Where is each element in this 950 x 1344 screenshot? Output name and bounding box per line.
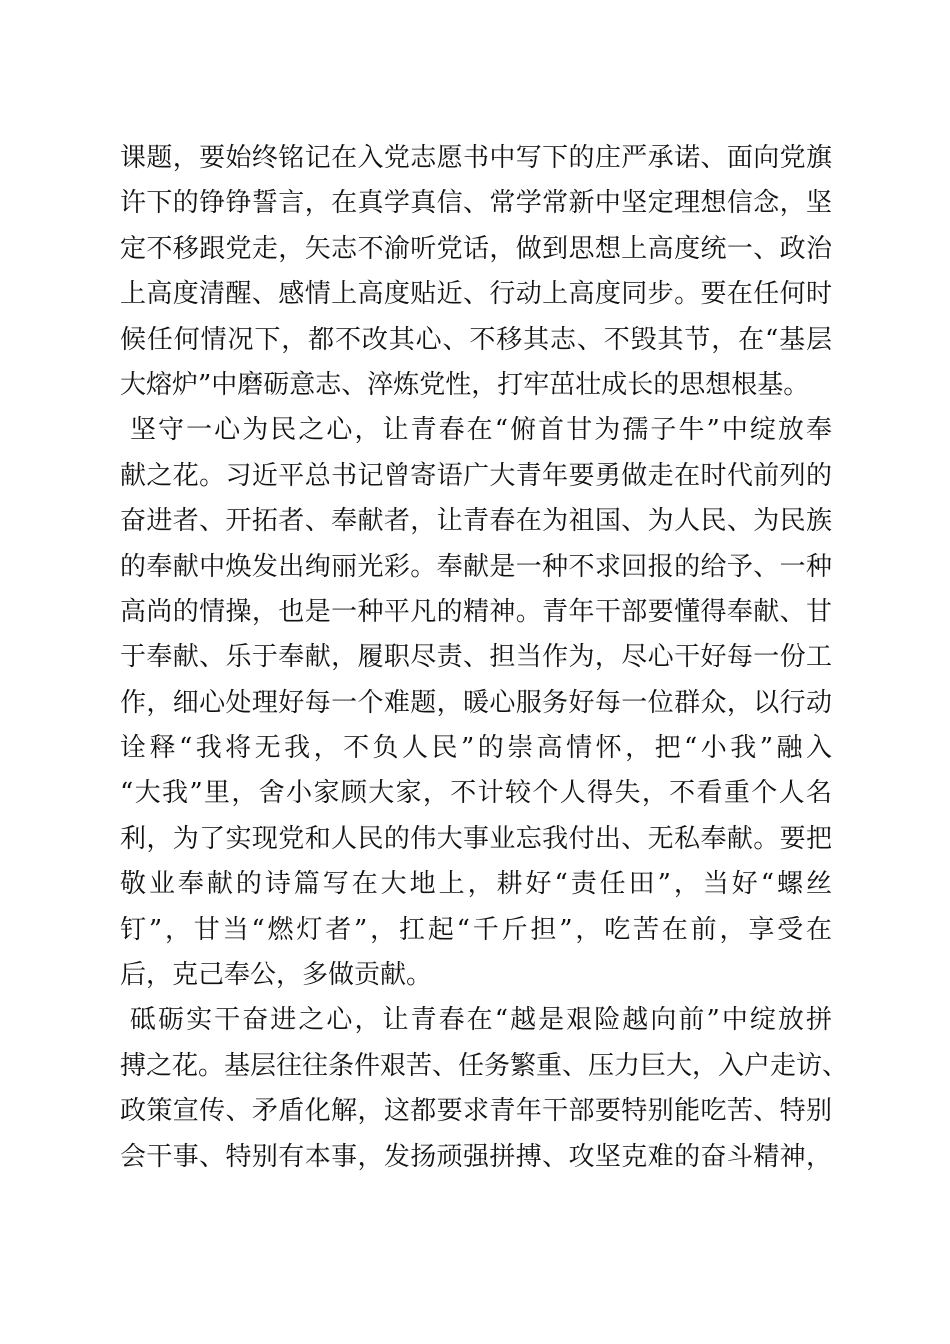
text-line: 作，细心处理好每一个难题，暖心服务好每一位群众，以行动 xyxy=(120,687,832,718)
text-line: 政策宣传、矛盾化解，这都要求青年干部要特别能吃苦、特别 xyxy=(120,1096,832,1127)
text-line: 坚守一心为民之心，让青春在“俯首甘为孺子牛”中绽放奉 xyxy=(130,415,832,446)
body-text xyxy=(120,136,849,1180)
text-line: 钉”，甘当“燃灯者”，扛起“千斤担”，吃苦在前，享受在 xyxy=(120,914,832,945)
text-line: 课题，要始终铭记在入党志愿书中写下的庄严承诺、面向党旗 xyxy=(120,143,832,173)
text-line: 定不移跟党走，矢志不渝听党话，做到思想上高度统一、政治 xyxy=(120,233,832,264)
text-line: 利，为了实现党和人民的伟大事业忘我付出、无私奉献。要把 xyxy=(120,823,832,854)
text-line: 高尚的情操，也是一种平凡的精神。青年干部要懂得奉献、甘 xyxy=(120,596,832,627)
text-line: 后，克己奉公，多做贡献。 xyxy=(120,960,433,991)
text-line: 候任何情况下，都不改其心、不移其志、不毁其节，在“基层 xyxy=(120,324,832,355)
text-line: 搏之花。基层往往条件艰苦、任务繁重、压力巨大，入户走访、 xyxy=(120,1050,849,1081)
text-line: 敬业奉献的诗篇写在大地上，耕好“责任田”，当好“螺丝 xyxy=(120,869,832,900)
text-line: 奋进者、开拓者、奉献者，让青春在为祖国、为人民、为民族 xyxy=(120,506,832,537)
text-line: 大熔炉”中磨砺意志、淬炼党性，打牢茁壮成长的思想根基。 xyxy=(120,369,810,400)
text-line: 砥砺实干奋进之心，让青春在“越是艰险越向前”中绽放拼 xyxy=(130,1005,832,1036)
text-line: 许下的铮铮誓言，在真学真信、常学常新中坚定理想信念，坚 xyxy=(120,188,832,219)
text-line: 上高度清醒、感情上高度贴近、行动上高度同步。要在任何时 xyxy=(120,279,832,310)
text-line: 的奉献中焕发出绚丽光彩。奉献是一种不求回报的给予、一种 xyxy=(120,551,832,582)
text-line: 会干事、特别有本事，发扬顽强拼搏、攻坚克难的奋斗精神， xyxy=(120,1141,832,1172)
text-line: 于奉献、乐于奉献，履职尽责、担当作为，尽心干好每一份工 xyxy=(120,642,832,673)
text-line: 献之花。习近平总书记曾寄语广大青年要勇做走在时代前列的 xyxy=(120,460,832,491)
text-line: “大我”里，舍小家顾大家，不计较个人得失，不看重个人名 xyxy=(120,778,832,809)
text-line: 诠释“我将无我，不负人民”的崇高情怀，把“小我”融入 xyxy=(120,733,832,764)
